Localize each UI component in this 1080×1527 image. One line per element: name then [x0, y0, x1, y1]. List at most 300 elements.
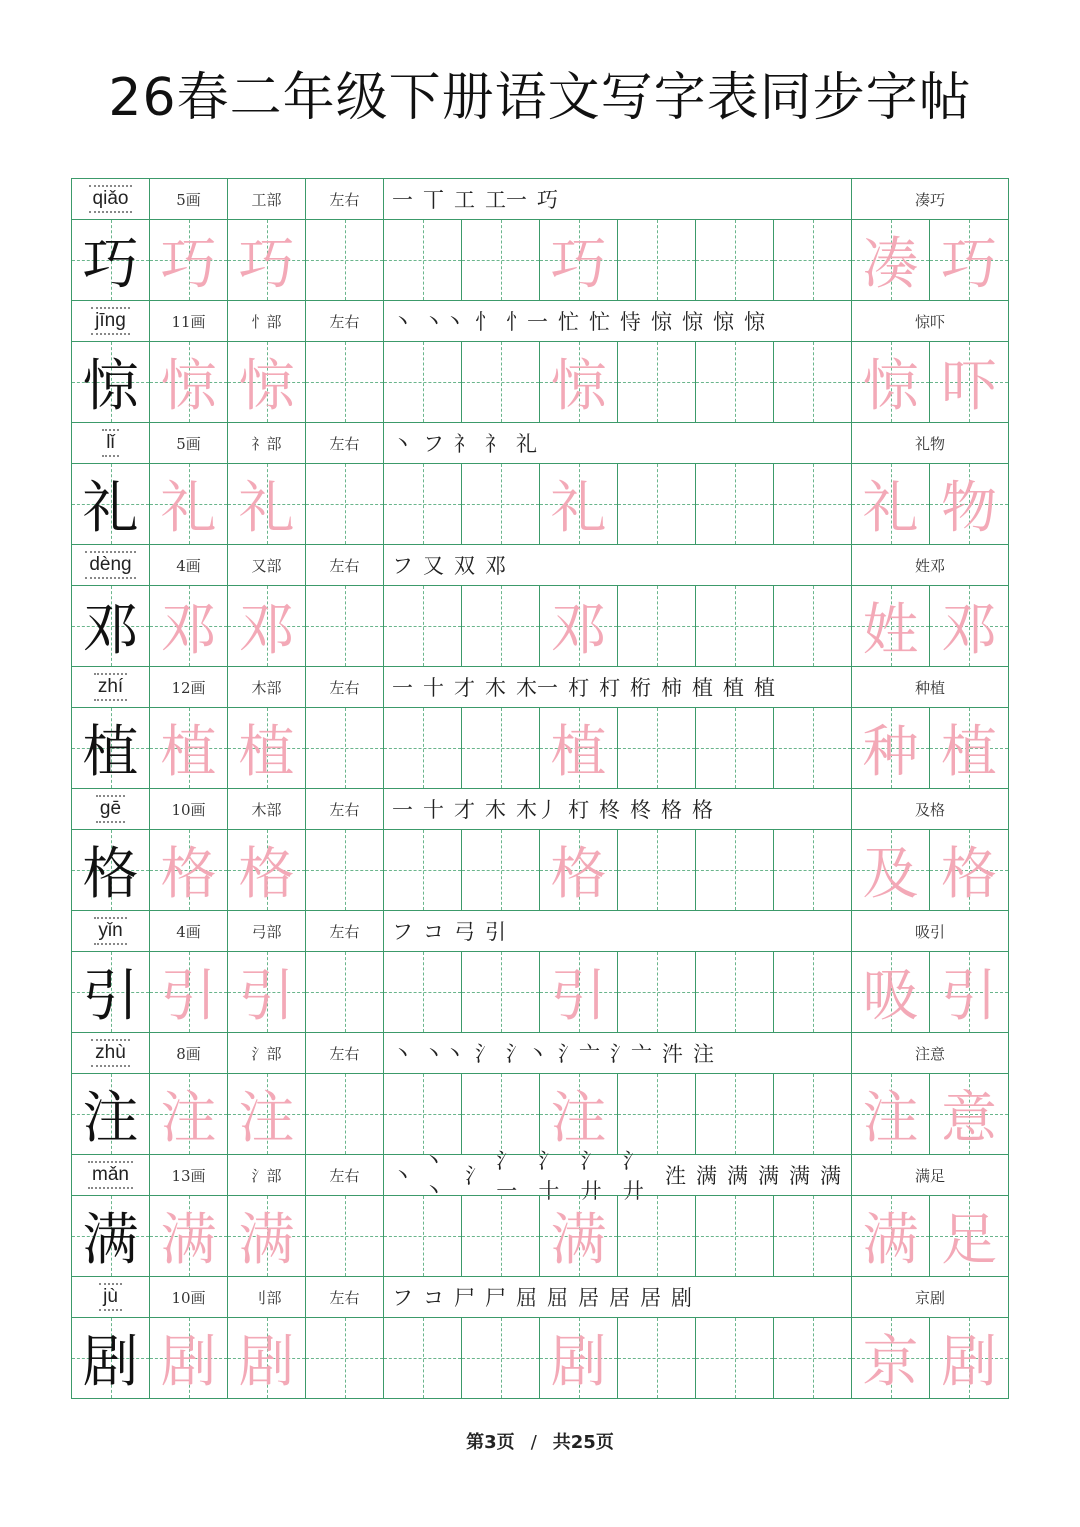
- radical-label: 木部: [228, 667, 306, 707]
- stroke-step: 丶: [392, 1042, 413, 1066]
- tianzige-box[interactable]: [540, 220, 618, 300]
- trace-char: 礼: [238, 476, 295, 541]
- tianzige-box[interactable]: [462, 342, 540, 422]
- tianzige-box[interactable]: [150, 220, 228, 300]
- word-trace-char: 姓: [862, 598, 919, 663]
- trace-char: 满: [550, 1208, 607, 1273]
- model-char: 邓: [82, 598, 139, 663]
- char-block: [71, 1149, 1009, 1276]
- stroke-count: 12画: [150, 667, 228, 707]
- pinyin-label: mǎn: [88, 1161, 133, 1189]
- tianzige-box[interactable]: [228, 220, 306, 300]
- stroke-order-cell: [384, 423, 852, 463]
- tianzige-box[interactable]: [306, 1318, 384, 1398]
- tianzige-box[interactable]: [462, 1318, 540, 1398]
- stroke-step: 桁: [630, 676, 651, 700]
- tianzige-box[interactable]: [150, 830, 228, 910]
- word-trace-char: 种: [862, 720, 919, 785]
- radical-label: 刂部: [228, 1277, 306, 1317]
- stroke-count: 5画: [150, 423, 228, 463]
- tianzige-box[interactable]: [306, 1196, 384, 1276]
- trace-char: 惊: [160, 354, 217, 419]
- tianzige-box: [72, 1318, 150, 1398]
- stroke-step: 尸: [485, 1286, 506, 1310]
- page-footer: [0, 1428, 1080, 1454]
- page-title: 26春二年级下册语文写字表同步字帖: [108, 68, 972, 128]
- practice-grid-row: [71, 585, 1009, 666]
- pinyin-cell: [72, 1155, 150, 1195]
- char-info-row: [71, 666, 1009, 707]
- model-char: 巧: [82, 232, 139, 297]
- word-trace-char: 吸: [862, 964, 919, 1029]
- tianzige-box[interactable]: [696, 708, 774, 788]
- tianzige-box[interactable]: [228, 708, 306, 788]
- stroke-count: 5画: [150, 179, 228, 219]
- tianzige-box[interactable]: [852, 830, 930, 910]
- stroke-order-cell: [384, 911, 852, 951]
- stroke-step: 格: [692, 798, 713, 822]
- trace-char: 惊: [238, 354, 295, 419]
- stroke-step: 巧: [537, 188, 558, 212]
- stroke-count: 4画: [150, 545, 228, 585]
- word-trace-char: 凑: [862, 232, 919, 297]
- tianzige-box[interactable]: [540, 1318, 618, 1398]
- stroke-step: 邓: [485, 554, 506, 578]
- trace-char: 邓: [160, 598, 217, 663]
- trace-char: 植: [238, 720, 295, 785]
- stroke-step: 礻: [485, 432, 506, 456]
- tianzige-box: [72, 952, 150, 1032]
- word-trace-char: 足: [941, 1208, 997, 1273]
- stroke-step: 居: [609, 1286, 630, 1310]
- tianzige-box[interactable]: [384, 830, 462, 910]
- tianzige-box[interactable]: [306, 830, 384, 910]
- tianzige-box[interactable]: [228, 830, 306, 910]
- tianzige-box[interactable]: [618, 464, 696, 544]
- example-word: 惊吓: [914, 312, 945, 331]
- stroke-step: 木: [485, 798, 506, 822]
- structure-label: 左右: [306, 911, 384, 951]
- tianzige-box[interactable]: [696, 1196, 774, 1276]
- trace-char: 邓: [238, 598, 295, 663]
- stroke-step: 丶丶: [423, 1042, 465, 1066]
- model-char: 植: [82, 720, 139, 785]
- tianzige-box[interactable]: [774, 708, 852, 788]
- radical-label: 木部: [228, 789, 306, 829]
- tianzige-box: [72, 1196, 150, 1276]
- tianzige-box[interactable]: [618, 586, 696, 666]
- char-info-row: [71, 1032, 1009, 1073]
- tianzige-box[interactable]: [228, 1318, 306, 1398]
- tianzige-box[interactable]: [774, 830, 852, 910]
- stroke-step: 氵亠: [558, 1042, 600, 1066]
- tianzige-box[interactable]: [540, 1074, 618, 1154]
- example-word: 种植: [914, 678, 945, 697]
- stroke-step: 恃: [620, 310, 641, 334]
- tianzige-box[interactable]: [540, 464, 618, 544]
- tianzige-box[interactable]: [930, 708, 1008, 788]
- pinyin-label: jù: [99, 1283, 122, 1311]
- tianzige-box[interactable]: [696, 342, 774, 422]
- stroke-step: 一: [392, 798, 413, 822]
- word-trace-char: 物: [941, 476, 997, 541]
- tianzige-box[interactable]: [150, 1318, 228, 1398]
- tianzige-box[interactable]: [462, 586, 540, 666]
- stroke-order-cell: [384, 667, 852, 707]
- worksheet-grid: [71, 178, 1009, 1399]
- stroke-order-cell: [384, 301, 852, 341]
- tianzige-box: [72, 586, 150, 666]
- stroke-step: 屈: [516, 1286, 537, 1310]
- stroke-step: 忙: [589, 310, 610, 334]
- tianzige-box[interactable]: [462, 952, 540, 1032]
- stroke-step: 氵: [465, 1164, 487, 1188]
- tianzige-box[interactable]: [150, 1074, 228, 1154]
- tianzige-box[interactable]: [774, 1318, 852, 1398]
- example-word: 及格: [914, 800, 945, 819]
- pinyin-label: lǐ: [102, 429, 118, 457]
- tianzige-box[interactable]: [150, 952, 228, 1032]
- example-word: 礼物: [914, 434, 945, 453]
- tianzige-box: [72, 464, 150, 544]
- radical-label: 弓部: [228, 911, 306, 951]
- word-trace-char: 巧: [941, 232, 997, 297]
- char-info-row: [71, 1149, 1009, 1203]
- trace-char: 满: [160, 1208, 217, 1273]
- stroke-step: 才: [454, 676, 475, 700]
- trace-char: 剧: [160, 1330, 217, 1395]
- word-trace-char: 邓: [941, 598, 997, 663]
- char-block: [71, 788, 1009, 910]
- stroke-step: フ: [423, 432, 444, 456]
- tianzige-box[interactable]: [774, 464, 852, 544]
- char-block: [71, 1276, 1009, 1399]
- structure-label: 左右: [306, 301, 384, 341]
- page-number: 第3页: [466, 1432, 515, 1453]
- stroke-step: 十: [423, 798, 444, 822]
- stroke-step: 木一: [516, 676, 558, 700]
- tianzige-box: [72, 342, 150, 422]
- stroke-step: 丶: [392, 310, 413, 334]
- pinyin-label: zhí: [94, 673, 127, 701]
- tianzige-box[interactable]: [852, 220, 930, 300]
- tianzige-box[interactable]: [618, 220, 696, 300]
- trace-char: 巧: [550, 232, 607, 297]
- tianzige-box[interactable]: [150, 708, 228, 788]
- trace-char: 注: [238, 1086, 295, 1151]
- stroke-step: 引: [485, 920, 506, 944]
- stroke-count: 13画: [150, 1155, 228, 1195]
- trace-char: 满: [238, 1208, 295, 1273]
- practice-grid-row: [71, 707, 1009, 788]
- char-info-row: [71, 544, 1009, 585]
- tianzige-box: [72, 220, 150, 300]
- tianzige-box[interactable]: [540, 342, 618, 422]
- word-trace-char: 及: [862, 842, 919, 907]
- trace-char: 植: [550, 720, 607, 785]
- stroke-step: 工: [454, 188, 475, 212]
- tianzige-box: [72, 708, 150, 788]
- tianzige-box[interactable]: [384, 342, 462, 422]
- stroke-step: 氵一: [496, 1149, 518, 1203]
- model-char: 剧: [82, 1330, 139, 1395]
- stroke-order-cell: [384, 1033, 852, 1073]
- practice-grid-row: [71, 951, 1009, 1032]
- stroke-step: 双: [454, 554, 475, 578]
- tianzige-box[interactable]: [930, 342, 1008, 422]
- pinyin-cell: [72, 423, 150, 463]
- radical-label: 礻部: [228, 423, 306, 463]
- tianzige-box[interactable]: [930, 952, 1008, 1032]
- tianzige-box[interactable]: [384, 1318, 462, 1398]
- structure-label: 左右: [306, 1155, 384, 1195]
- char-block: [71, 910, 1009, 1032]
- trace-char: 惊: [550, 354, 607, 419]
- stroke-count: 10画: [150, 1277, 228, 1317]
- tianzige-box[interactable]: [930, 830, 1008, 910]
- stroke-step: フ: [392, 920, 413, 944]
- stroke-order-cell: [384, 1149, 852, 1203]
- tianzige-box[interactable]: [696, 220, 774, 300]
- tianzige-box[interactable]: [618, 1074, 696, 1154]
- char-block: [71, 422, 1009, 544]
- tianzige-box[interactable]: [852, 1196, 930, 1276]
- char-block: [71, 300, 1009, 422]
- tianzige-box[interactable]: [384, 1074, 462, 1154]
- tianzige-box[interactable]: [618, 1318, 696, 1398]
- trace-char: 巧: [160, 232, 217, 297]
- tianzige-box[interactable]: [228, 586, 306, 666]
- tianzige-box[interactable]: [384, 464, 462, 544]
- stroke-count: 10画: [150, 789, 228, 829]
- structure-label: 左右: [306, 789, 384, 829]
- tianzige-box[interactable]: [462, 830, 540, 910]
- tianzige-box[interactable]: [462, 464, 540, 544]
- tianzige-box[interactable]: [150, 586, 228, 666]
- structure-label: 左右: [306, 545, 384, 585]
- practice-grid-row: [71, 1073, 1009, 1154]
- model-char: 满: [82, 1208, 139, 1273]
- trace-char: 格: [550, 842, 607, 907]
- tianzige-box[interactable]: [228, 1074, 306, 1154]
- example-word: 注意: [914, 1044, 945, 1063]
- tianzige-box[interactable]: [852, 586, 930, 666]
- stroke-step: 格: [661, 798, 682, 822]
- radical-label: 工部: [228, 179, 306, 219]
- stroke-step: 又: [423, 554, 444, 578]
- word-trace-char: 吓: [941, 354, 997, 419]
- stroke-step: 丶丶: [423, 1149, 444, 1203]
- page-separator: /: [530, 1432, 537, 1453]
- pinyin-label: dèng: [85, 551, 135, 579]
- stroke-step: 惊: [713, 310, 734, 334]
- practice-grid-row: [71, 1195, 1009, 1276]
- tianzige-box[interactable]: [150, 464, 228, 544]
- tianzige-box[interactable]: [540, 708, 618, 788]
- stroke-step: 注: [693, 1042, 714, 1066]
- tianzige-box[interactable]: [618, 708, 696, 788]
- tianzige-box: [72, 1074, 150, 1154]
- pinyin-cell: [72, 789, 150, 829]
- stroke-step: 丶: [392, 1164, 413, 1188]
- tianzige-box[interactable]: [774, 342, 852, 422]
- tianzige-box[interactable]: [696, 830, 774, 910]
- tianzige-box[interactable]: [540, 586, 618, 666]
- model-char: 惊: [82, 354, 139, 419]
- char-block: [71, 666, 1009, 788]
- tianzige-box[interactable]: [384, 1196, 462, 1276]
- stroke-step: 工一: [485, 188, 527, 212]
- stroke-step: 惊: [744, 310, 765, 334]
- stroke-step: 氵十: [538, 1149, 560, 1203]
- stroke-step: 植: [723, 676, 744, 700]
- page-total: 共25页: [552, 1432, 614, 1453]
- stroke-order-cell: [384, 545, 852, 585]
- tianzige-box[interactable]: [384, 586, 462, 666]
- tianzige-box[interactable]: [696, 952, 774, 1032]
- tianzige-box[interactable]: [696, 1074, 774, 1154]
- tianzige-box[interactable]: [696, 1318, 774, 1398]
- stroke-step: 忄: [475, 310, 496, 334]
- stroke-step: 丶: [392, 432, 413, 456]
- example-word: 吸引: [914, 922, 945, 941]
- tianzige-box[interactable]: [540, 1196, 618, 1276]
- tianzige-box[interactable]: [774, 586, 852, 666]
- tianzige-box[interactable]: [852, 1074, 930, 1154]
- trace-char: 礼: [160, 476, 217, 541]
- tianzige-box[interactable]: [150, 342, 228, 422]
- tianzige-box[interactable]: [930, 1074, 1008, 1154]
- tianzige-box[interactable]: [618, 342, 696, 422]
- example-word: 凑巧: [914, 190, 945, 209]
- tianzige-box[interactable]: [618, 952, 696, 1032]
- tianzige-box[interactable]: [306, 586, 384, 666]
- stroke-step: 木丿: [516, 798, 558, 822]
- tianzige-box[interactable]: [852, 952, 930, 1032]
- word-trace-char: 京: [862, 1330, 919, 1395]
- stroke-step: 居: [578, 1286, 599, 1310]
- tianzige-box[interactable]: [150, 1196, 228, 1276]
- tianzige-box[interactable]: [228, 1196, 306, 1276]
- practice-grid-row: [71, 219, 1009, 300]
- stroke-step: 满: [789, 1164, 811, 1188]
- stroke-step: 忄一: [506, 310, 548, 334]
- stroke-step: 氵廾: [580, 1149, 602, 1203]
- tianzige-box[interactable]: [618, 830, 696, 910]
- tianzige-box[interactable]: [540, 830, 618, 910]
- trace-char: 剧: [238, 1330, 295, 1395]
- tianzige-box[interactable]: [462, 1074, 540, 1154]
- word-trace-char: 惊: [862, 354, 919, 419]
- tianzige-box[interactable]: [384, 952, 462, 1032]
- tianzige-box[interactable]: [774, 1196, 852, 1276]
- pinyin-cell: [72, 1033, 150, 1073]
- tianzige-box[interactable]: [306, 342, 384, 422]
- char-block: [71, 1032, 1009, 1154]
- word-trace-char: 引: [941, 964, 997, 1029]
- pinyin-cell: [72, 667, 150, 707]
- pinyin-label: yǐn: [94, 917, 126, 945]
- stroke-step: 尸: [454, 1286, 475, 1310]
- stroke-step: 汼: [662, 1042, 683, 1066]
- stroke-step: 礼: [516, 432, 537, 456]
- stroke-step: 满: [758, 1164, 780, 1188]
- tianzige-box[interactable]: [228, 952, 306, 1032]
- tianzige-box[interactable]: [384, 708, 462, 788]
- trace-char: 格: [238, 842, 295, 907]
- tianzige-box[interactable]: [306, 1074, 384, 1154]
- trace-char: 植: [160, 720, 217, 785]
- structure-label: 左右: [306, 179, 384, 219]
- tianzige-box[interactable]: [306, 952, 384, 1032]
- stroke-order-cell: [384, 179, 852, 219]
- tianzige-box[interactable]: [228, 464, 306, 544]
- stroke-count: 8画: [150, 1033, 228, 1073]
- tianzige-box[interactable]: [384, 220, 462, 300]
- tianzige-box[interactable]: [774, 1074, 852, 1154]
- tianzige-box[interactable]: [852, 708, 930, 788]
- tianzige-box[interactable]: [852, 342, 930, 422]
- tianzige-box[interactable]: [462, 220, 540, 300]
- tianzige-box[interactable]: [306, 220, 384, 300]
- pinyin-cell: [72, 179, 150, 219]
- stroke-step: コ: [423, 920, 444, 944]
- tianzige-box[interactable]: [228, 342, 306, 422]
- tianzige-box[interactable]: [930, 1196, 1008, 1276]
- tianzige-box[interactable]: [306, 708, 384, 788]
- tianzige-box[interactable]: [462, 708, 540, 788]
- tianzige-box[interactable]: [696, 586, 774, 666]
- tianzige-box[interactable]: [540, 952, 618, 1032]
- practice-grid-row: [71, 463, 1009, 544]
- stroke-step: フ: [392, 554, 413, 578]
- char-block: [71, 544, 1009, 666]
- stroke-step: 屈: [547, 1286, 568, 1310]
- stroke-step: 剧: [671, 1286, 692, 1310]
- tianzige-box[interactable]: [930, 220, 1008, 300]
- radical-label: 氵部: [228, 1033, 306, 1073]
- stroke-step: 礻: [454, 432, 475, 456]
- tianzige-box[interactable]: [462, 1196, 540, 1276]
- tianzige-box[interactable]: [930, 464, 1008, 544]
- pinyin-label: qiǎo: [89, 185, 133, 213]
- practice-grid-row: [71, 341, 1009, 422]
- char-info-row: [71, 422, 1009, 463]
- structure-label: 左右: [306, 1033, 384, 1073]
- tianzige-box[interactable]: [306, 464, 384, 544]
- pinyin-cell: [72, 301, 150, 341]
- stroke-step: 植: [692, 676, 713, 700]
- trace-char: 邓: [550, 598, 607, 663]
- tianzige-box[interactable]: [618, 1196, 696, 1276]
- tianzige-box[interactable]: [930, 1318, 1008, 1398]
- word-trace-char: 注: [862, 1086, 919, 1151]
- stroke-step: 才: [454, 798, 475, 822]
- tianzige-box[interactable]: [852, 1318, 930, 1398]
- stroke-step: 木: [485, 676, 506, 700]
- stroke-step: 满: [820, 1164, 842, 1188]
- pinyin-label: zhù: [91, 1039, 130, 1067]
- word-trace-char: 植: [941, 720, 997, 785]
- char-info-row: [71, 910, 1009, 951]
- tianzige-box[interactable]: [852, 464, 930, 544]
- tianzige-box[interactable]: [774, 952, 852, 1032]
- tianzige-box[interactable]: [774, 220, 852, 300]
- tianzige-box[interactable]: [696, 464, 774, 544]
- practice-grid-row: [71, 829, 1009, 910]
- tianzige-box[interactable]: [930, 586, 1008, 666]
- stroke-step: 氵: [475, 1042, 496, 1066]
